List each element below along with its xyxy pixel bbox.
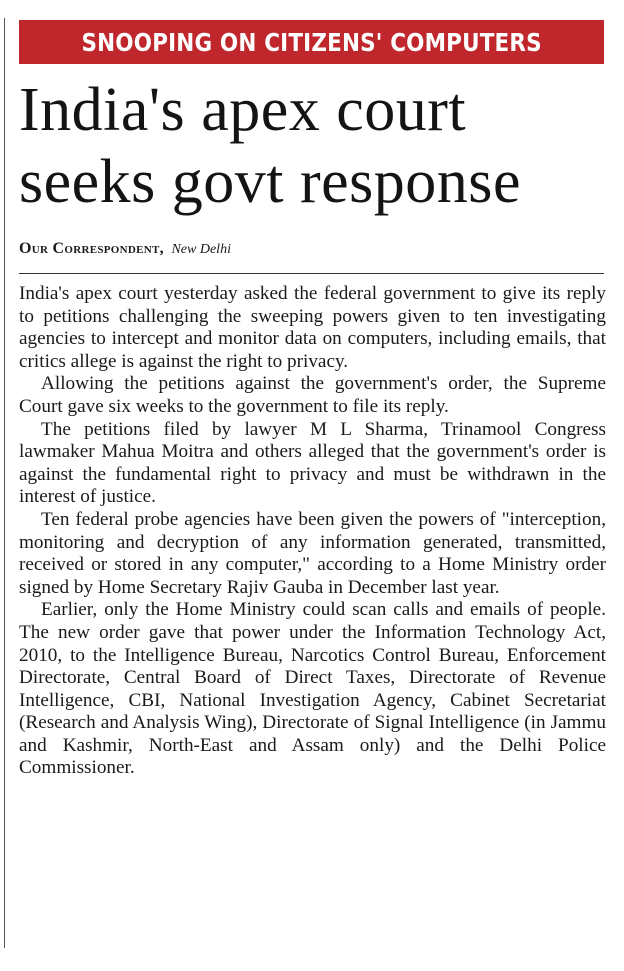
kicker-banner xyxy=(19,20,604,64)
article-paragraph: Earlier, only the Home Ministry could scan calls and emails of people. The new order gave that power under the Information Technology Act, 2010, to the Intelligence Bureau, Narcotics Control Bureau, Enforcement Directorate, Central Board of Direct Taxes, Directorate of Revenue Intelligence, CBI, National Investigation Agency, Cabinet Secretariat (Research and Analysis Wing), Directorate of Signal Intelligence (in Jammu and Kashmir, North-East and Assam only) and the Delhi Police Commissioner. xyxy=(19,599,606,779)
byline xyxy=(19,240,231,258)
column-rule xyxy=(4,18,5,948)
byline-author: Our Correspondent, xyxy=(19,240,164,257)
article-paragraph: Allowing the petitions against the government's order, the Supreme Court gave six weeks to the government to file its reply. xyxy=(19,373,606,417)
kicker-text: SNOOPING ON CITIZENS' COMPUTERS xyxy=(81,27,542,57)
byline-dateline: New Delhi xyxy=(171,242,231,257)
article-body xyxy=(19,283,606,780)
byline-divider xyxy=(19,273,604,274)
headline xyxy=(19,74,619,218)
headline-line-2: seeks govt response xyxy=(19,148,521,216)
headline-line-1: India's apex court xyxy=(19,76,467,144)
article-paragraph: India's apex court yesterday asked the federal government to give its reply to petitions challenging the sweeping powers given to ten investigating agencies to intercept and monitor data on computers, including emails, that critics allege is against the right to privacy. xyxy=(19,283,606,372)
article-paragraph: The petitions filed by lawyer M L Sharma, Trinamool Congress lawmaker Mahua Moitra and others alleged that the government's order is against the fundamental right to privacy and must be withdrawn in the interest of justice. xyxy=(19,418,606,508)
article-paragraph: Ten federal probe agencies have been given the powers of "interception, monitoring and decryption of any information generated, transmitted, received or stored in any computer," according to a Home Ministry order signed by Home Secretary Rajiv Gauba in December last year. xyxy=(19,508,606,598)
